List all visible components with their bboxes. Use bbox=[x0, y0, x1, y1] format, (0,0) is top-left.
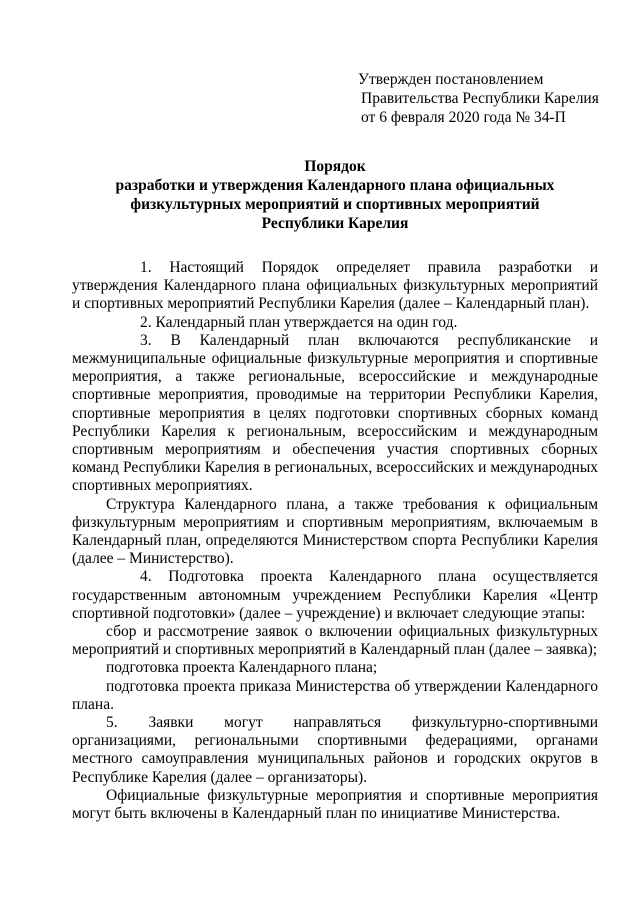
paragraph bbox=[72, 623, 598, 659]
document-body bbox=[72, 259, 598, 823]
paragraph-text: сбор и рассмотрение заявок о включении официальных физкультурных мероприятий и спортивных мероприятий в Календарный план (далее – заявка); bbox=[72, 623, 598, 659]
paragraph bbox=[72, 259, 598, 314]
paragraph bbox=[72, 332, 598, 496]
paragraph-text: Официальные физкультурные мероприятия и спортивные мероприятия могут быть включены в Календарный план по инициативе Министерства. bbox=[72, 786, 598, 823]
paragraph-text: Настоящий Порядок определяет правила разработки и утверждения Календарного плана официальных физкультурных мероприятий и спортивных мероприятий Республики Карелия (далее – Календарный план). bbox=[72, 259, 598, 313]
paragraph-text: 5. Заявки могут направляться физкультурно-спортивными организациями, региональными спортивными федерациями, органами местного самоуправления муниципальных районов и городских округов в Республике Карелия (далее – организаторы). bbox=[72, 714, 598, 786]
title-line: физкультурных мероприятий и спортивных мероприятий bbox=[130, 196, 540, 213]
approval-stamp bbox=[358, 70, 599, 127]
paragraph bbox=[72, 568, 598, 623]
paragraph bbox=[72, 496, 598, 569]
paragraph-number: 1. bbox=[140, 259, 152, 276]
paragraph bbox=[72, 714, 598, 787]
approval-line: Утвержден постановлением bbox=[358, 71, 544, 88]
paragraph bbox=[72, 314, 598, 332]
document-title bbox=[72, 157, 598, 233]
paragraph-text: В Календарный план включаются республиканские и межмуниципальные официальные физкультурные мероприятия и спортивные мероприятия, а также региональные, всероссийские и международные спортивные мероприятия, проводимые на территории Республики Карелия, спортивные мероприятия в целях подготовки спортивных сборных команд Республики Карелия к региональным, всероссийским и международным спортивным мероприятиям и обеспечения участия спортивных сборных команд Республики Карелия в региональных, всероссийских и международных спортивных мероприятиях. bbox=[72, 331, 598, 495]
approval-line: Правительства Республики Карелия bbox=[361, 90, 599, 107]
paragraph-number: 4. bbox=[140, 568, 152, 586]
paragraph-text: Структура Календарного плана, а также требования к официальным физкультурным мероприятиям и спортивным мероприятиям, включаемым в Календарный план, определяются Министерством спорта Республики Карелия (далее – Министерство). bbox=[72, 495, 598, 568]
paragraph-text: Подготовка проекта Календарного плана осуществляется государственным автономным учреждением Республики Карелия «Центр спортивной подготовки» (далее – учреждение) и включает следующие этапы: bbox=[72, 568, 598, 622]
paragraph-number: 3. bbox=[140, 331, 152, 349]
paragraph-text: подготовка проекта Календарного плана; bbox=[106, 659, 378, 677]
paragraph bbox=[72, 659, 598, 677]
paragraph bbox=[72, 787, 598, 823]
paragraph-number: 2. bbox=[140, 313, 152, 331]
title-line: разработки и утверждения Календарного плана официальных bbox=[115, 177, 555, 194]
title-line: Республики Карелия bbox=[261, 215, 409, 232]
paragraph-text: Календарный план утверждается на один год. bbox=[155, 313, 458, 331]
approval-line: от 6 февраля 2020 года № 34-П bbox=[361, 109, 566, 126]
paragraph-text: подготовка проекта приказа Министерства об утверждении Календарного плана. bbox=[72, 677, 598, 713]
paragraph bbox=[72, 678, 598, 714]
title-line: Порядок bbox=[304, 158, 366, 175]
